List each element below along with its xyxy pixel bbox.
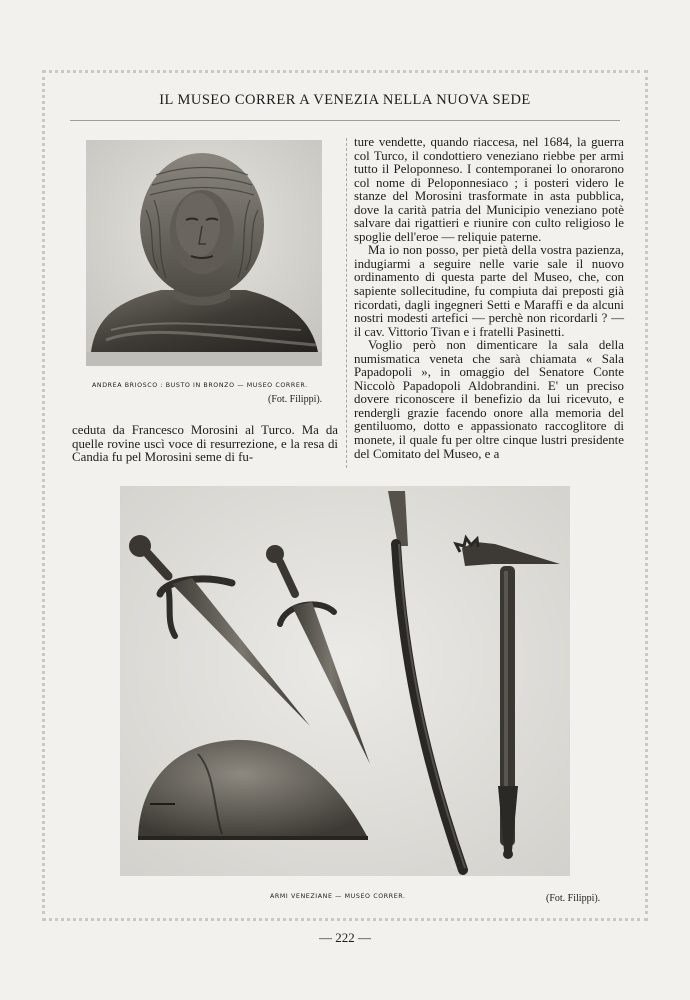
paragraph-1: ture vendette, quando riaccesa, nel 1684, la guerra col Turco, il condottiero veneziano riebbe per armi tutto il Peloponneso. I contemporanei lo onorarono col nome di Peloponnesiaco ; i posteri videro le stanze del Morosini trasformate in asta pubblica, dove la carità patria del Municipio veneziano potè salvare dai rigattieri e riunire con culto religioso le spoglie dell'eroe — reliquie paterne.: [354, 135, 624, 244]
figure1-caption: ANDREA BRIOSCO : BUSTO IN BRONZO — MUSEO CORRER.: [92, 382, 308, 389]
page-number: — 222 —: [319, 930, 371, 945]
bust-photo: [86, 140, 322, 366]
bronze-bust-image: [86, 140, 322, 366]
figure1-credit: (Fot. Filippi).: [268, 394, 323, 405]
left-column: [72, 424, 338, 465]
right-column: [354, 136, 624, 461]
running-header: IL MUSEO CORRER A VENEZIA NELLA NUOVA SEDE: [159, 92, 531, 108]
column-divider: [346, 138, 347, 468]
paragraph-3: Voglio però non dimenticare la sala della numismatica veneta che sarà chiamata « Sala Papadopoli », in omaggio del Senatore Conte Niccolò Papadopoli Aldobrandini. E' un preciso dovere riconoscere il benefizio da lui ricevuto, e rendergli grazie facendo onore alla memoria del gentiluomo, dotto e appassionato raccoglitore di monete, il quale fu per oltre cinque lustri presidente del Comitato del Museo, e a: [354, 338, 624, 461]
figure2-caption: ARMI VENEZIANE — MUSEO CORRER.: [270, 893, 406, 900]
paragraph-2: Ma io non posso, per pietà della vostra pazienza, indugiarmi a seguire nelle varie sale il nuovo ordinamento di questa parte del Museo, che, con sapiente sollecitudine, fu compiuta dai preposti già ricordati, dagli ingegneri Setti e Maraffi e da alcuni nostri modesti artefici — perchè non ricordarli ? — il cav. Vittorio Tivan e i fratelli Pasinetti.: [354, 243, 624, 339]
header-rule: [70, 120, 620, 121]
weapons-photo: [120, 486, 570, 876]
venetian-weapons-image: [120, 486, 570, 876]
left-column-text: ceduta da Francesco Morosini al Turco. Ma da quelle rovine uscì voce di resurrezione, e la resa di Candia fu pel Morosini seme di fu-: [72, 423, 338, 465]
figure2-credit: (Fot. Filippi).: [546, 893, 601, 904]
